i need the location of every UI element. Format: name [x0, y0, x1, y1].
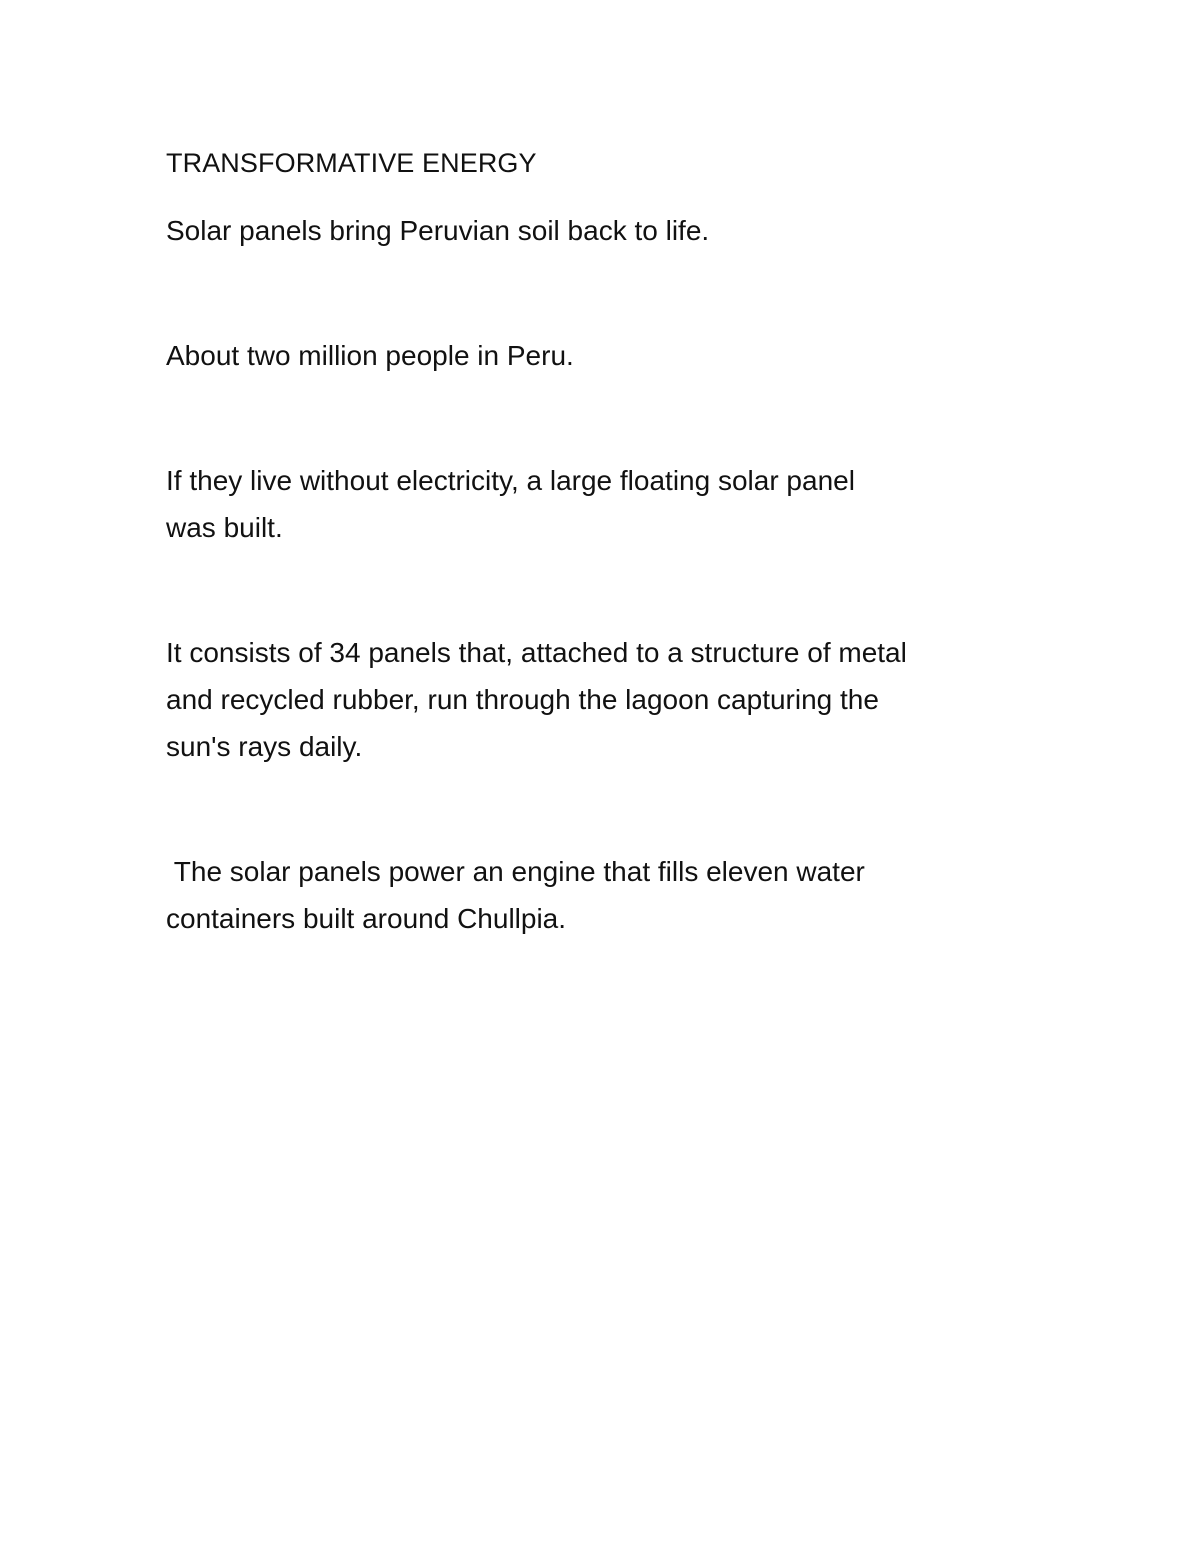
paragraph-population: About two million people in Peru. — [166, 340, 574, 371]
paragraph-water-containers: The solar panels power an engine that fills eleven water containers built around Chullpia. — [166, 856, 865, 934]
paragraph-panel-structure: It consists of 34 panels that, attached to a structure of metal and recycled rubber, run through the lagoon capturing the sun's rays daily. — [166, 637, 907, 762]
document-body — [166, 143, 1046, 942]
paragraph-floating-panel: If they live without electricity, a large floating solar panel was built. — [166, 465, 855, 543]
paragraph-solar-panels: Solar panels bring Peruvian soil back to life. — [166, 215, 710, 246]
document-title: TRANSFORMATIVE ENERGY — [166, 148, 537, 178]
